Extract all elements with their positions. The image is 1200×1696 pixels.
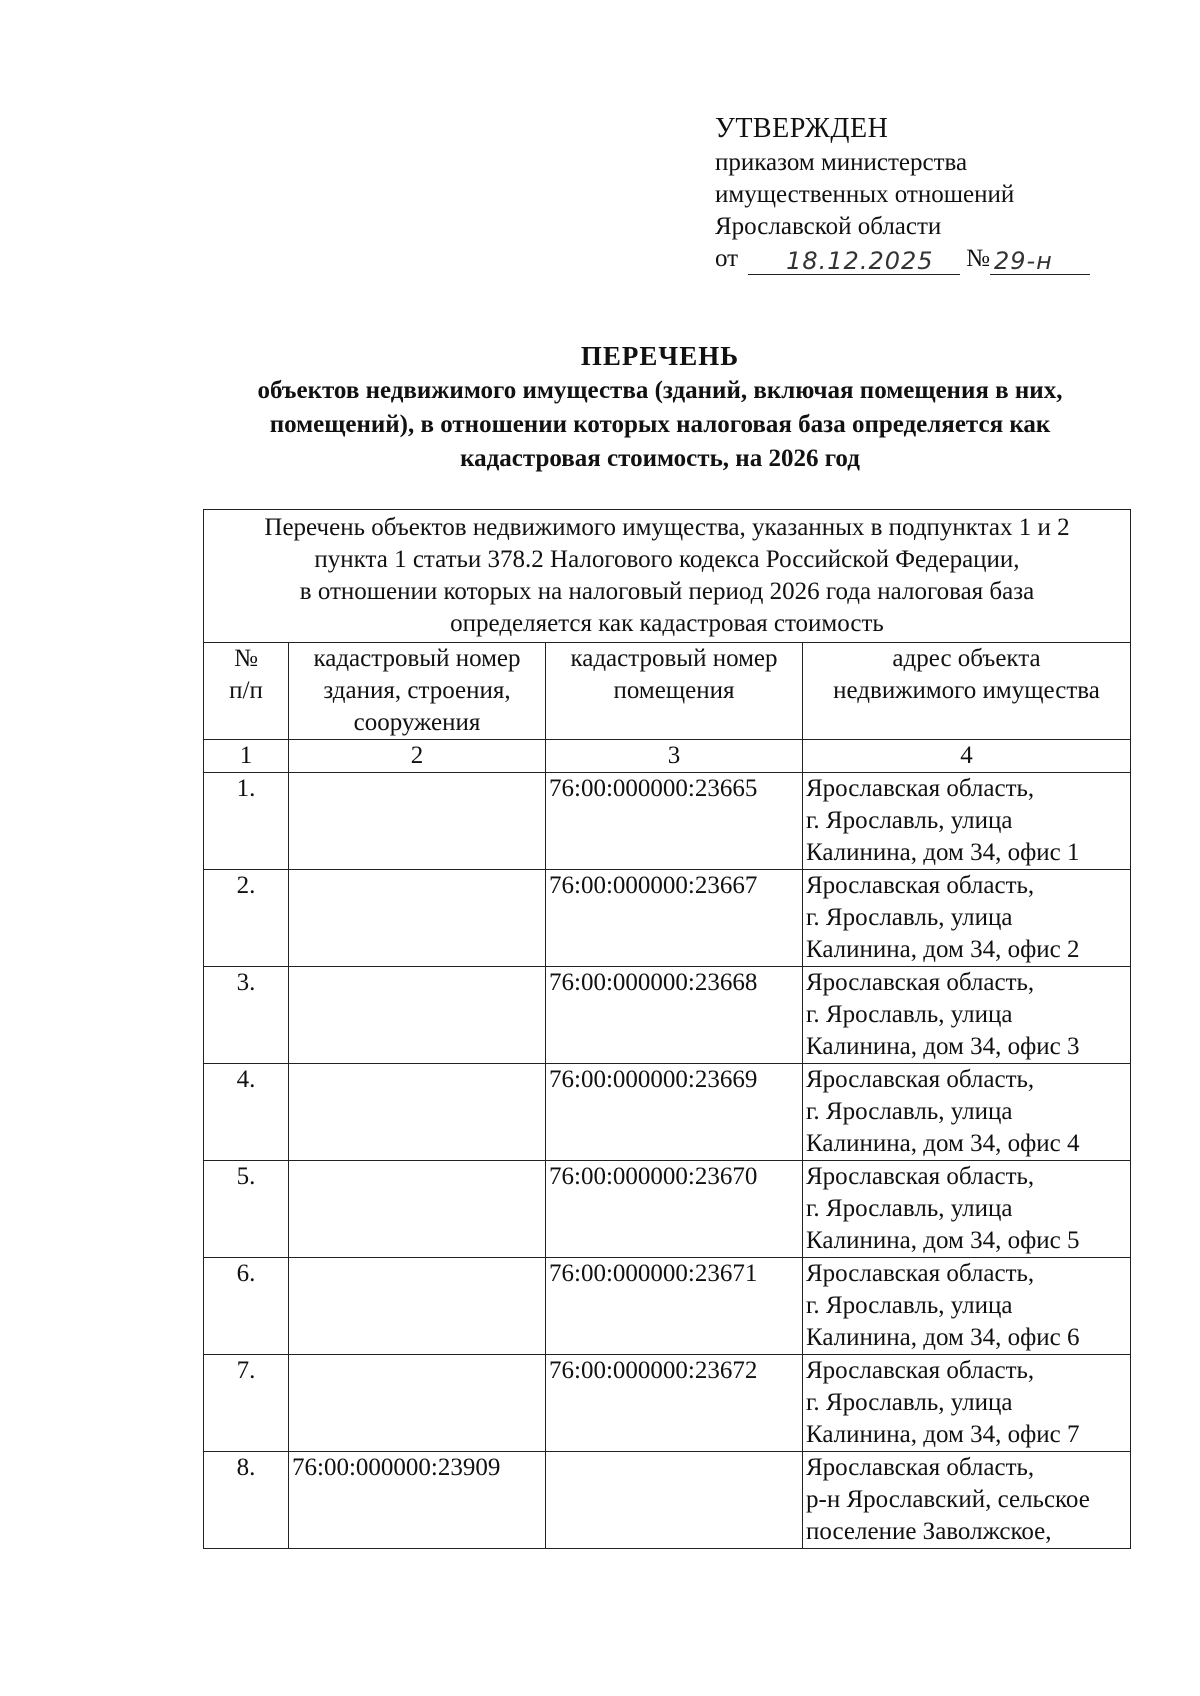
- header-line: сооружения: [353, 709, 481, 736]
- header-address: [803, 643, 1131, 740]
- heading-line: помещений), в отношении которых налоговая база определяется как: [269, 411, 1051, 438]
- address-line: Ярославская область,: [806, 1454, 1035, 1481]
- building-cadastral-number: [289, 967, 546, 1064]
- object-address: [803, 773, 1131, 870]
- address-line: г. Ярославль, улица: [806, 1001, 1013, 1028]
- address-line: Калинина, дом 34, офис 6: [806, 1324, 1080, 1351]
- header-premises: [546, 643, 803, 740]
- row-number: 7.: [204, 1355, 289, 1452]
- header-line: адрес объекта: [892, 645, 1041, 672]
- table-row: [204, 1452, 1131, 1549]
- table-row: [204, 773, 1131, 870]
- address-line: Ярославская область,: [806, 872, 1035, 899]
- premises-cadastral-number: 76:00:000000:23668: [546, 967, 803, 1064]
- column-number-row: [204, 740, 1131, 773]
- heading-line: объектов недвижимого имущества (зданий, включая помещения в них,: [257, 377, 1063, 404]
- table-caption: [204, 510, 1131, 643]
- row-number: 3.: [204, 967, 289, 1064]
- premises-cadastral-number: 76:00:000000:23672: [546, 1355, 803, 1452]
- row-number: 5.: [204, 1161, 289, 1258]
- object-address: [803, 1064, 1131, 1161]
- premises-cadastral-number: 76:00:000000:23665: [546, 773, 803, 870]
- address-line: р-н Ярославский, сельское: [806, 1486, 1090, 1513]
- heading-line: кадастровая стоимость, на 2026 год: [460, 445, 860, 472]
- column-number: 3: [546, 740, 803, 773]
- address-line: Ярославская область,: [806, 1357, 1035, 1384]
- number-prefix: №: [966, 245, 990, 272]
- premises-cadastral-number: 76:00:000000:23671: [546, 1258, 803, 1355]
- address-line: г. Ярославль, улица: [806, 904, 1013, 931]
- header-line: №: [234, 645, 258, 672]
- caption-line: определяется как кадастровая стоимость: [450, 610, 884, 637]
- object-address: [803, 967, 1131, 1064]
- page-title: ПЕРЕЧЕНЬ: [580, 341, 740, 371]
- address-line: г. Ярославль, улица: [806, 1292, 1013, 1319]
- address-line: Ярославская область,: [806, 1066, 1035, 1093]
- handwritten-date: 18.12.2025: [748, 248, 960, 275]
- header-num: [204, 643, 289, 740]
- header-line: здания, строения,: [323, 677, 511, 704]
- document-heading: [160, 338, 1160, 476]
- object-address: [803, 1258, 1131, 1355]
- building-cadastral-number: 76:00:000000:23909: [289, 1452, 546, 1549]
- header-line: недвижимого имущества: [833, 677, 1100, 704]
- address-line: Калинина, дом 34, офис 3: [806, 1033, 1080, 1060]
- building-cadastral-number: [289, 870, 546, 967]
- date-prefix: от: [715, 245, 739, 272]
- row-number: 2.: [204, 870, 289, 967]
- approval-line: приказом министерства: [715, 149, 968, 176]
- column-number: 1: [204, 740, 289, 773]
- caption-line: Перечень объектов недвижимого имущества, указанных в подпунктах 1 и 2: [264, 514, 1070, 541]
- address-line: г. Ярославль, улица: [806, 1195, 1013, 1222]
- address-line: Калинина, дом 34, офис 1: [806, 839, 1080, 866]
- approval-line: имущественных отношений: [715, 181, 1015, 208]
- building-cadastral-number: [289, 1161, 546, 1258]
- table-row: [204, 1161, 1131, 1258]
- table-header-row: [204, 643, 1131, 740]
- row-number: 6.: [204, 1258, 289, 1355]
- table-row: [204, 1258, 1131, 1355]
- address-line: Калинина, дом 34, офис 4: [806, 1130, 1080, 1157]
- object-address: [803, 870, 1131, 967]
- row-number: 8.: [204, 1452, 289, 1549]
- address-line: Ярославская область,: [806, 1260, 1035, 1287]
- address-line: поселение Заволжское,: [806, 1518, 1052, 1545]
- premises-cadastral-number: 76:00:000000:23669: [546, 1064, 803, 1161]
- address-line: Ярославская область,: [806, 969, 1035, 996]
- column-number: 4: [803, 740, 1131, 773]
- building-cadastral-number: [289, 1258, 546, 1355]
- building-cadastral-number: [289, 1355, 546, 1452]
- header-line: кадастровый номер: [570, 645, 778, 672]
- building-cadastral-number: [289, 773, 546, 870]
- object-address: [803, 1355, 1131, 1452]
- address-line: г. Ярославль, улица: [806, 807, 1013, 834]
- table-row: [204, 870, 1131, 967]
- address-line: Калинина, дом 34, офис 2: [806, 936, 1080, 963]
- header-line: п/п: [229, 677, 263, 704]
- table-row: [204, 1355, 1131, 1452]
- column-number: 2: [289, 740, 546, 773]
- table-caption-row: [204, 510, 1131, 643]
- header-line: помещения: [613, 677, 735, 704]
- handwritten-number: 29-н: [990, 248, 1090, 275]
- approval-line: Ярославской области: [715, 213, 942, 240]
- table-row: [204, 1064, 1131, 1161]
- address-line: г. Ярославль, улица: [806, 1389, 1013, 1416]
- property-table: [203, 509, 1131, 1549]
- address-line: Калинина, дом 34, офис 7: [806, 1421, 1080, 1448]
- row-number: 4.: [204, 1064, 289, 1161]
- object-address: [803, 1161, 1131, 1258]
- premises-cadastral-number: 76:00:000000:23670: [546, 1161, 803, 1258]
- address-line: Ярославская область,: [806, 1163, 1035, 1190]
- header-line: кадастровый номер: [313, 645, 521, 672]
- approval-title: УТВЕРЖДЕН: [715, 113, 889, 144]
- premises-cadastral-number: [546, 1452, 803, 1549]
- address-line: Калинина, дом 34, офис 5: [806, 1227, 1080, 1254]
- table-row: [204, 967, 1131, 1064]
- approval-block: [715, 113, 1090, 275]
- address-line: Ярославская область,: [806, 775, 1035, 802]
- header-building: [289, 643, 546, 740]
- object-address: [803, 1452, 1131, 1549]
- approval-date-line: [715, 243, 1090, 275]
- building-cadastral-number: [289, 1064, 546, 1161]
- row-number: 1.: [204, 773, 289, 870]
- caption-line: в отношении которых на налоговый период 2026 года налоговая база: [299, 578, 1035, 605]
- address-line: г. Ярославль, улица: [806, 1098, 1013, 1125]
- caption-line: пункта 1 статьи 378.2 Налогового кодекса Российской Федерации,: [314, 546, 1020, 573]
- premises-cadastral-number: 76:00:000000:23667: [546, 870, 803, 967]
